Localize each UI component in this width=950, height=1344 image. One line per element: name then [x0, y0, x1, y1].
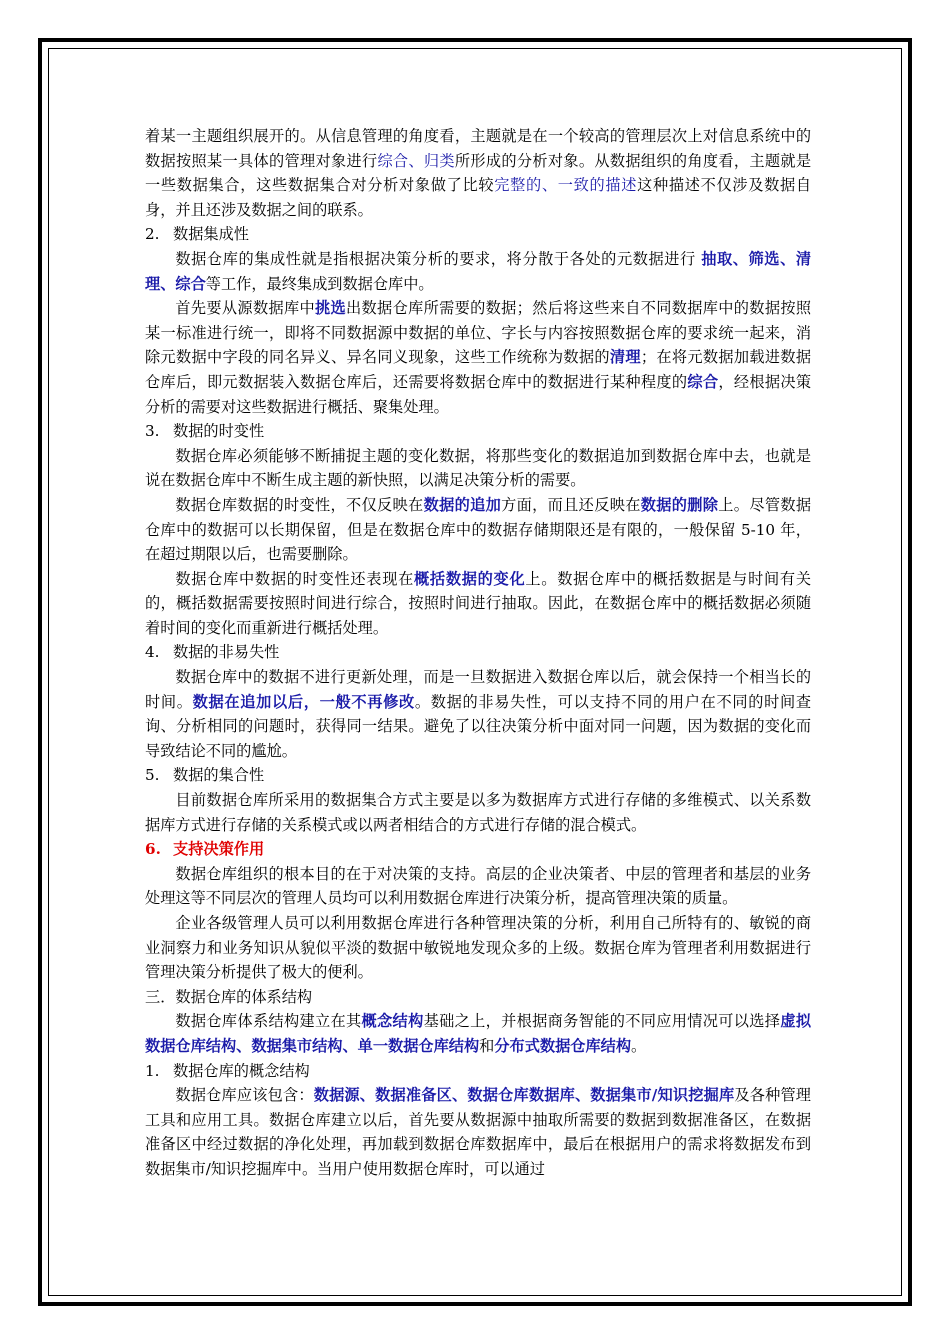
- paragraph-architecture: 数据仓库体系结构建立在其概念结构基础之上，并根据商务智能的不同应用情况可以选择虚拟数据仓库结构、数据集市结构、单一数据仓库结构和分布式数据仓库结构。: [145, 1012, 812, 1055]
- paragraph-time-variance-1: 数据仓库必须能够不断捕捉主题的变化数据，将那些变化的数据追加到数据仓库中去，也就是说在数据仓库中不断生成主题的新快照，以满足决策分析的需要。: [145, 446, 811, 490]
- section-heading-decision-support: 6. 支持决策作用: [145, 840, 265, 859]
- document-body: [145, 124, 811, 1182]
- paragraph-subject-orientation: 着某一主题组织展开的。从信息管理的角度看，主题就是在一个较高的管理层次上对信息系统中的数据按照某一具体的管理对象进行综合、归类所形成的分析对象。从数据组织的角度看，主题就是一些数据集合，这些数据集合对分析对象做了比较完整的、一致的描述这种描述不仅涉及数据自身，并且还涉及数据之间的联系。: [145, 127, 812, 219]
- paragraph-decision-support-2: 企业各级管理人员可以利用数据仓库进行各种管理决策的分析，利用自己所特有的、敏锐的商业洞察力和业务知识从貌似平淡的数据中敏锐地发现众多的上级。数据仓库为管理者利用数据进行管理决策分析提供了极大的便利。: [145, 914, 811, 982]
- highlight-text: 完整的、一致的描述: [494, 176, 638, 195]
- section-heading-non-volatile: 4. 数据的非易失性: [145, 643, 280, 662]
- paragraph-decision-support-1: 数据仓库组织的根本目的在于对决策的支持。高层的企业决策者、中层的管理者和基层的业务处理这等不同层次的管理人员均可以利用数据仓库进行决策分析，提高管理决策的质量。: [145, 864, 811, 908]
- paragraph-conceptual-structure: 数据仓库应该包含：数据源、数据准备区、数据仓库数据库、数据集市/知识挖掘库及各种管理工具和应用工具。数据仓库建立以后，首先要从数据源中抽取所需要的数据到数据准备区，在数据准备区中经过数据的净化处理，再加载到数据仓库数据库中，最后在根据用户的需求将数据发布到数据集市/知识挖掘库中。当用户使用数据仓库时，可以通过: [145, 1086, 811, 1178]
- paragraph-integration-1: 数据仓库的集成性就是指根据决策分析的要求，将分散于各处的元数据进行 抽取、筛选、清理、综合等工作，最终集成到数据仓库中。: [145, 249, 812, 293]
- section-heading-integration: 2. 数据集成性: [145, 225, 249, 244]
- paragraph-time-variance-2: 数据仓库数据的时变性，不仅反映在数据的追加方面，而且还反映在数据的删除上。尽管数据仓库中的数据可以长期保留，但是在数据仓库中的数据存储期限还是有限的，一般保留 5-10 年，在超过期限以后，也需要删除。: [145, 495, 812, 564]
- highlight-text: 综合、归类: [377, 151, 455, 170]
- paragraph-collection: 目前数据仓库所采用的数据集合方式主要是以多为数据库方式进行存储的多维模式、以关系数据库方式进行存储的关系模式或以两者相结合的方式进行存储的混合模式。: [145, 791, 811, 834]
- paragraph-non-volatile: 数据仓库中的数据不进行更新处理，而是一旦数据进入数据仓库以后，就会保持一个相当长的时间。数据在追加以后，一般不再修改。数据的非易失性，可以支持不同的用户在不同的时间查询、分析相同的问题时，获得同一结果。避免了以往决策分析中面对同一问题，因为数据的变化而导致结论不同的尴尬。: [145, 668, 812, 760]
- chapter-heading-architecture: 三．数据仓库的体系结构: [145, 987, 313, 1006]
- section-heading-time-variance: 3. 数据的时变性: [145, 422, 265, 441]
- section-heading-collection: 5. 数据的集合性: [145, 766, 265, 785]
- paragraph-integration-2: 首先要从源数据库中挑选出数据仓库所需要的数据；然后将这些来自不同数据库中的数据按照某一标准进行统一，即将不同数据源中数据的单位、字长与内容按照数据仓库的要求统一起来，消除元数据中字段的同名异义、异名同义现象，这些工作统称为数据的清理；在将元数据加载进数据仓库后，即元数据装入数据仓库后，还需要将数据仓库中的数据进行某种程度的综合，经根据决策分析的需要对这些数据进行概括、聚集处理。: [145, 299, 812, 416]
- paragraph-time-variance-3: 数据仓库中数据的时变性还表现在概括数据的变化上。数据仓库中的概括数据是与时间有关的，概括数据需要按照时间进行综合，按照时间进行抽取。因此，在数据仓库中的概括数据必须随着时间的变化而重新进行概括处理。: [145, 569, 812, 637]
- section-heading-conceptual-structure: 1. 数据仓库的概念结构: [145, 1061, 310, 1080]
